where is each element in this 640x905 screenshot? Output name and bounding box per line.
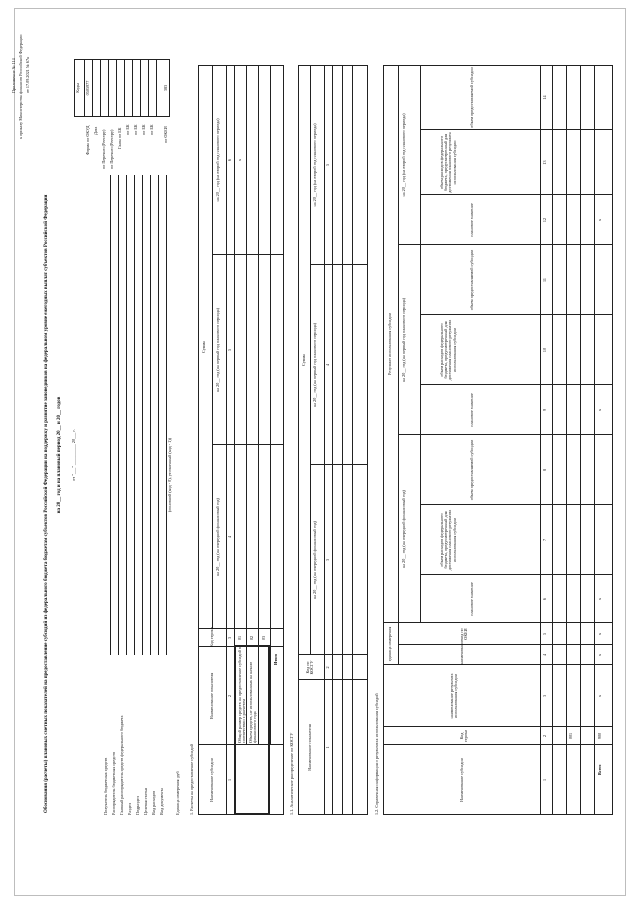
s12-h-code: Код строки bbox=[459, 729, 469, 743]
s12-h-plan-1: плановое значение bbox=[469, 582, 474, 616]
section12-table bbox=[383, 65, 613, 815]
s1-row1-name: Общий размер средств на предоставление субсидий в соответствии с расчетом bbox=[237, 647, 247, 743]
code-label-bk-4: по БК bbox=[149, 124, 154, 135]
s1-h-year1: на 20__ год (на очередной финансовый год) bbox=[215, 498, 220, 576]
code-label-registry-2: по Перечню (Реестру) bbox=[109, 129, 114, 169]
s12-row-code-1: 001 bbox=[568, 732, 573, 740]
meta-manager: Распорядитель бюджетных средств bbox=[111, 752, 116, 815]
code-label-okei: по ОКЕИ bbox=[163, 126, 168, 143]
appendix-line-2: к приказу Министерства финансов Российской Федерации bbox=[18, 34, 23, 139]
s1-h-subsidy: Наименование субсидии bbox=[209, 758, 214, 802]
s12-h-subsidy: Наименование субсидии bbox=[459, 758, 464, 802]
s12-h-okei: код по ОКЕИ bbox=[459, 628, 469, 640]
meta-expense-type: Вид расходов bbox=[151, 790, 156, 815]
s12-total: Всего bbox=[597, 764, 602, 775]
section12-title: 1.2. Справочная информация о результатах использования субсидий bbox=[374, 693, 379, 815]
section1-title: 1. Расчеты на предоставление субсидий bbox=[189, 744, 194, 815]
code-label-bk-3: по БК bbox=[141, 124, 146, 135]
s1-h-sum: Сумма bbox=[201, 341, 206, 353]
s12-h-year3: на 20__ год (на второй год планового периода) bbox=[401, 113, 406, 197]
s1-h-indicator: Наименование показателя bbox=[209, 672, 214, 720]
s12-h-expense-1: объем расходов федерального бюджета, предусмотренный для достижения планового результата использования субсидии bbox=[439, 509, 457, 571]
appendix-line-3: от 17.09.2021 № 67н bbox=[25, 56, 30, 93]
period-subtitle: на 20__ год и на плановый период 20__ и 20__ годов bbox=[57, 396, 62, 514]
s12-h-expense-2: объем расходов федерального бюджета, предусмотренный для достижения планового результата использования субсидии bbox=[439, 319, 457, 381]
s12-h-volume-3: объем предоставляемой субсидии bbox=[469, 67, 474, 128]
s1-row3-code: 03 bbox=[261, 635, 266, 641]
page-title: Обоснования (расчеты) плановых сметных показателей на предоставление субсидий из федерального бюджета бюджетам субъектов Российской Федерации на поддержку и развитие заповедников на федеральном уровне ежегодных выплат субъектов Российской Федерации bbox=[44, 194, 49, 813]
s12-h-volume-2: объем предоставляемой субсидии bbox=[469, 249, 474, 311]
codes-header: Коды bbox=[75, 83, 80, 93]
s1-row2-code: 02 bbox=[249, 635, 254, 641]
s11-h-indicator: Наименование показателя bbox=[307, 724, 312, 771]
code-value-okud: 0505977 bbox=[85, 80, 90, 96]
s11-h-year2: на 20__ год (на первый год планового периода) bbox=[312, 322, 317, 408]
code-label-date: Дата bbox=[93, 126, 98, 135]
s12-h-year2: на 20__ год (на первый год планового периода) bbox=[401, 297, 406, 383]
meta-doc-type: Вид документа bbox=[159, 788, 164, 815]
meta-recipient: Получатель бюджетных средств bbox=[103, 757, 108, 815]
code-label-chapter: Глава по БК bbox=[117, 127, 122, 149]
s12-h-expense-3: объем расходов федерального бюджета, предусмотренный для достижения планового результата использования субсидии bbox=[439, 132, 457, 193]
s11-h-sum: Сумма bbox=[301, 354, 306, 366]
code-label-bk-1: по БК bbox=[125, 124, 130, 135]
section11-title: 1.1. Аналитическое распределение по КОСГУ bbox=[289, 732, 294, 815]
date-line: от "___" __________ 20___ г. bbox=[71, 429, 76, 481]
meta-doc-note: (основной (код - 0), уточненный (код - 1)) bbox=[167, 437, 172, 513]
code-label-okud: Форма по ОКУД bbox=[85, 125, 90, 155]
s12-row-code-total: 900 bbox=[597, 732, 602, 740]
s12-h-unit: единица измерения bbox=[387, 626, 392, 662]
s12-h-result: Результат использования субсидии bbox=[387, 312, 392, 376]
code-label-registry-1: по Перечню (Реестру) bbox=[101, 129, 106, 169]
meta-chief-manager: Главный распорядитель средств федерального бюджета bbox=[119, 715, 124, 815]
s12-h-result-name: наименование результата использования субсидии bbox=[449, 673, 459, 719]
s1-h-year2: на 20__ год (на первый год планового периода) bbox=[215, 307, 220, 393]
s12-h-year1: на 20__ год (на очередной финансовый год) bbox=[401, 490, 406, 568]
meta-subsection: Подраздел bbox=[135, 796, 140, 815]
meta-target-item: Целевая статья bbox=[143, 788, 148, 815]
meta-unit: Единица измерения: руб bbox=[175, 771, 180, 815]
s11-h-year3: на 20__ год (на второй год планового периода) bbox=[312, 123, 317, 207]
s1-h-code: Код строки bbox=[209, 627, 214, 647]
rotated-form: Приложение № 114 к приказу Министерства финансов Российской Федерации от 17.09.2021 № 67н Обоснования (расчеты) плановых сметных показателей на предоставление субсидий из федерального бюджета бюджетам субъектов Российской Федерации на поддержку и развитие заповедников на федеральном уровне ежегодных выплат субъектов Российской Федерации на 20__ год и на плановый период 20__ и 20__ годов от "___" __________ 20___ г. Коды Форма по ОКУД 0505977 Дата по Перечню (Реестру) по Перечню (Реестру) Глава по БК по БК по БК по БК по БК по ОКЕИ 383 Получатель бюджетных средств Распорядитель бюджетных средств Главный распорядитель средств федерального бюджета Раздел Подраздел Целевая статья Вид расходов Вид документа (основной (код - 0), уточненный (код - 1)) Единица измерения: руб 1. Расчеты на предоставление субсидий Наименование субсидии Наименование показателя Код строки Сумма на 20__ год (на очередной финансовый год) на 20__ год (на первый год планового периода) на 20__ год (на второй год планового периода) 1 2 3 4 5 6 Общий размер средств на предоставление субсидий в соответствии с расчетом 01 Объем средств, не использованных на начало финансового года 02 03 Итого x 1.1. Аналитическое распределение по КОСГУ Наименование показателя Код по КОСГУ Сумма на 20__ год (на очередной финансовый год) на 20__ год (на первый год планового периода) на 20__ год (на второй год планового периода) 1 2 3 4 5 1.2. Справочная информация о результатах использования субсидий Наименование субсидии Код строки наименование результата использования субсидии единица измерения наименование код по ОКЕИ Результат использования субсидии на 20__ год (на очередной финансовый год) на 20__ год (на первый год планового периода) на 20__ год (на второй год планового периода) плановое значение объем расходов федерального бюджета, предусмотренный для достижения планового результата использования субсидии объем предоставляемой субсидии плановое значение объем расходов федерального бюджета, предусмотренный для достижения планового результата использования субсидии объем предоставляемой субсидии плановое значение объем расходов федерального бюджета, предусмотренный для достижения планового результата использования субсидии объем предоставляемой субсидии 1 2 3 4 5 6 7 8 9 10 11 12 13 14 001 Всего 900 x x x x x x bbox=[0, 0, 640, 905]
s1-total: Итого bbox=[273, 653, 278, 665]
s12-h-unit-name: наименование bbox=[459, 639, 464, 665]
s11-h-kosgu: Код по КОСГУ bbox=[305, 660, 315, 675]
appendix-line-1: Приложение № 114 bbox=[11, 58, 16, 93]
s11-h-year1: на 20__ год (на очередной финансовый год) bbox=[312, 521, 317, 599]
meta-section: Раздел bbox=[127, 803, 132, 815]
s12-h-plan-2: плановое значение bbox=[469, 393, 474, 427]
s12-h-volume-1: объем предоставляемой субсидии bbox=[469, 439, 474, 501]
s1-row1-code: 01 bbox=[237, 635, 242, 641]
code-label-bk-2: по БК bbox=[133, 124, 138, 135]
s12-h-plan-3: плановое значение bbox=[469, 203, 474, 237]
code-value-okei: 383 bbox=[163, 84, 168, 92]
s1-h-year3: на 20__ год (на второй год планового периода) bbox=[215, 118, 220, 202]
s1-row2-name: Объем средств, не использованных на начало финансового года bbox=[248, 661, 258, 743]
